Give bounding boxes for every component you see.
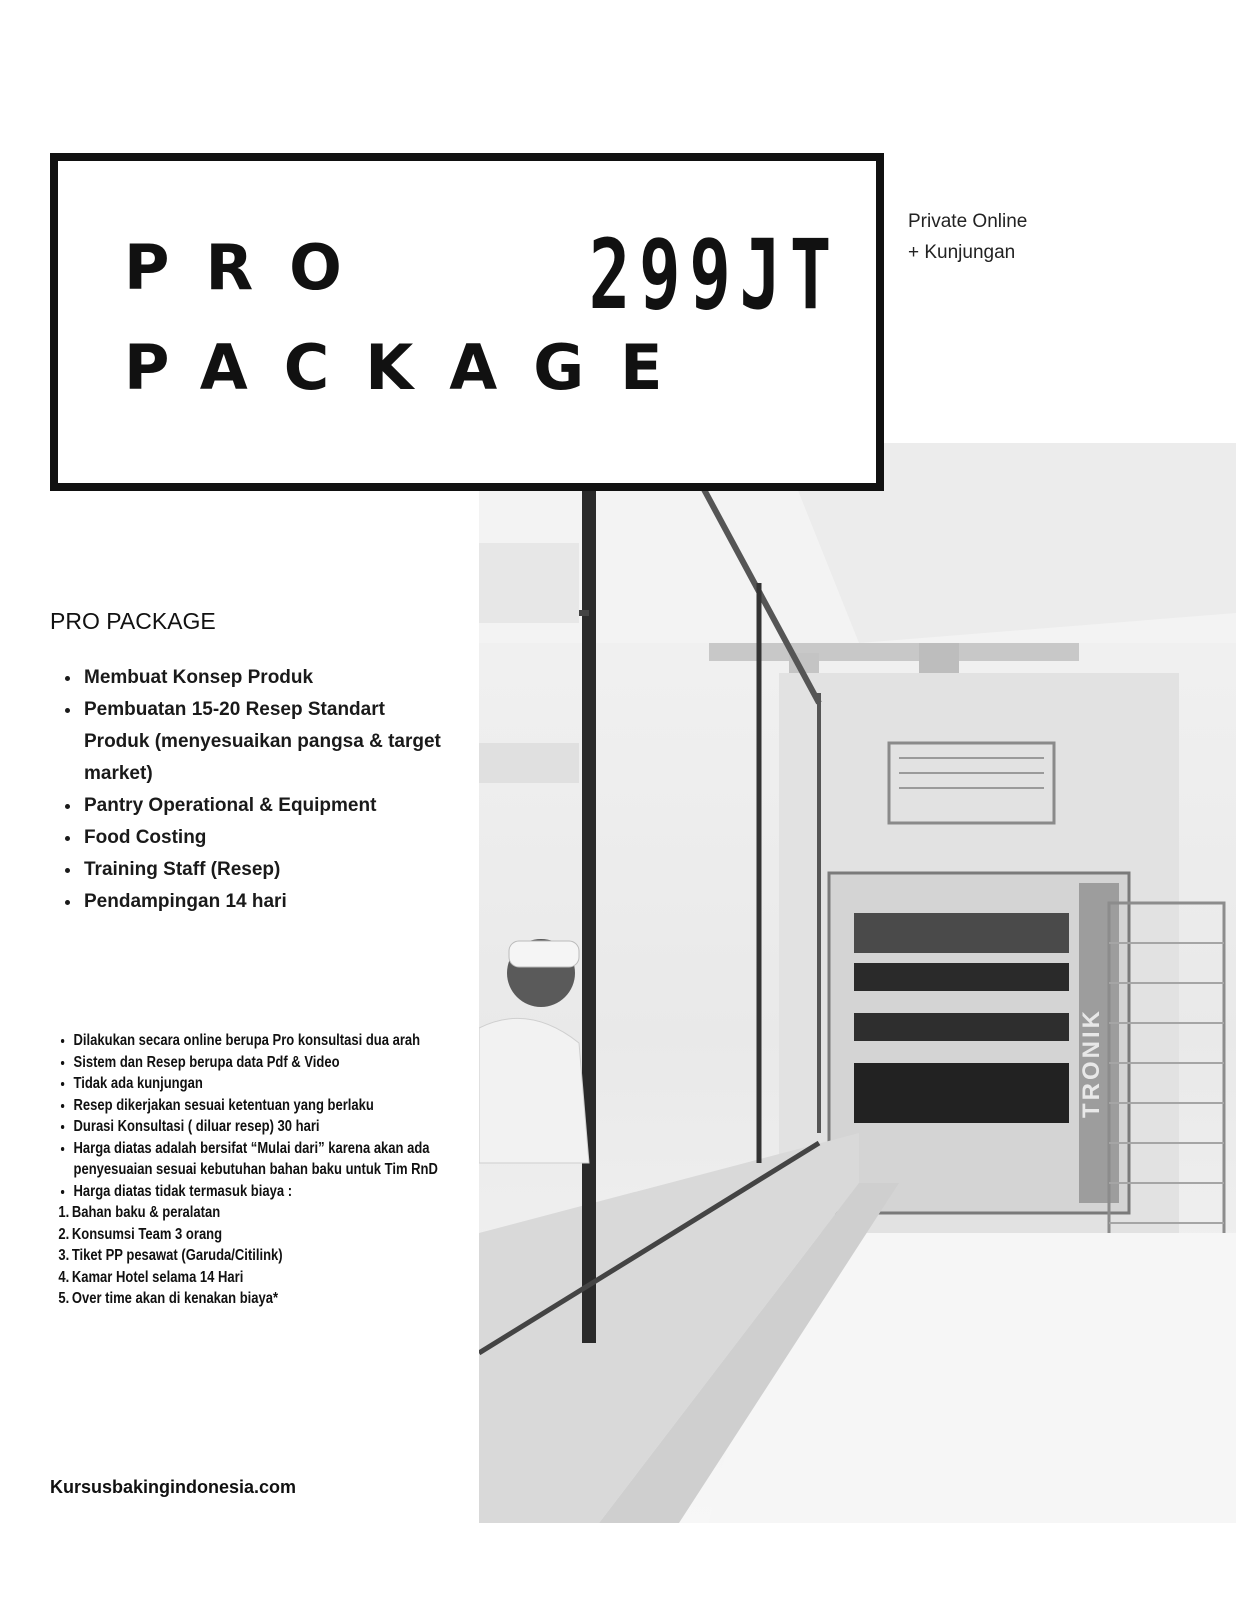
exclusion-item [58,1288,449,1310]
exclusion-text: Over time akan di kenakan biaya* [71,1290,279,1307]
terms-item: • Resep dikerjakan sesuai ketentuan yang berlaku [74,1095,450,1117]
title-box [50,153,884,491]
exclusion-text: Konsumsi Team 3 orang [71,1225,223,1243]
website-link[interactable]: Kursusbakingindonesia.com [50,1477,297,1497]
subtitle-line-1: Private Online [908,211,1028,232]
exclusion-list [58,1202,449,1310]
title-line-pro: PRO [124,231,378,304]
terms-exclusion-heading [58,1181,450,1310]
feature-item: • Pantry Operational & Equipment [82,790,450,822]
exclusion-number: 5. [58,1290,70,1307]
exclusion-item [58,1267,449,1289]
exclusion-number: 4. [58,1268,70,1286]
terms-item: • Harga diatas adalah bersifat “Mulai dari” karena akan ada penyesuaian sesuai kebutuhan bahan baku untuk Tim RnD [74,1138,450,1181]
feature-item: • Pendampingan 14 hari [82,886,450,918]
feature-item: • Training Staff (Resep) [82,854,450,886]
terms-item: • Tidak ada kunjungan [74,1073,450,1095]
exclusion-text: Kamar Hotel selama 14 Hari [71,1268,244,1286]
terms-item: • Sistem dan Resep berupa data Pdf & Video [74,1052,450,1074]
exclusion-heading-text: Harga diatas tidak termasuk biaya : [73,1182,293,1200]
exclusion-number: 2. [58,1225,70,1243]
bakery-kitchen-photo [479,443,1236,1523]
section-heading: PRO PACKAGE [50,608,216,634]
exclusion-item [58,1202,449,1224]
exclusion-item [58,1245,449,1267]
title-line-package: PACKAGE [124,331,699,404]
exclusion-item [58,1224,449,1246]
feature-list [50,662,450,918]
feature-item: • Pembuatan 15-20 Resep Standart Produk (menyesuaikan pangsa & target market) [82,694,450,790]
exclusion-number: 1. [58,1204,70,1221]
exclusion-number: 3. [58,1247,70,1264]
exclusion-text: Bahan baku & peralatan [71,1204,221,1221]
package-subtitle [908,206,1027,268]
subtitle-line-2: + Kunjungan [908,242,1016,263]
terms-item: • Durasi Konsultasi ( diluar resep) 30 hari [74,1116,450,1138]
price-label: 299JT [588,219,840,331]
exclusion-text: Tiket PP pesawat (Garuda/Citilink) [71,1247,283,1264]
feature-item: • Membuat Konsep Produk [82,662,450,694]
feature-item: • Food Costing [82,822,450,854]
oven-label: TRONIK [1078,1008,1105,1118]
terms-item: • Dilakukan secara online berupa Pro konsultasi dua arah [74,1030,450,1052]
terms-list [50,1030,450,1310]
